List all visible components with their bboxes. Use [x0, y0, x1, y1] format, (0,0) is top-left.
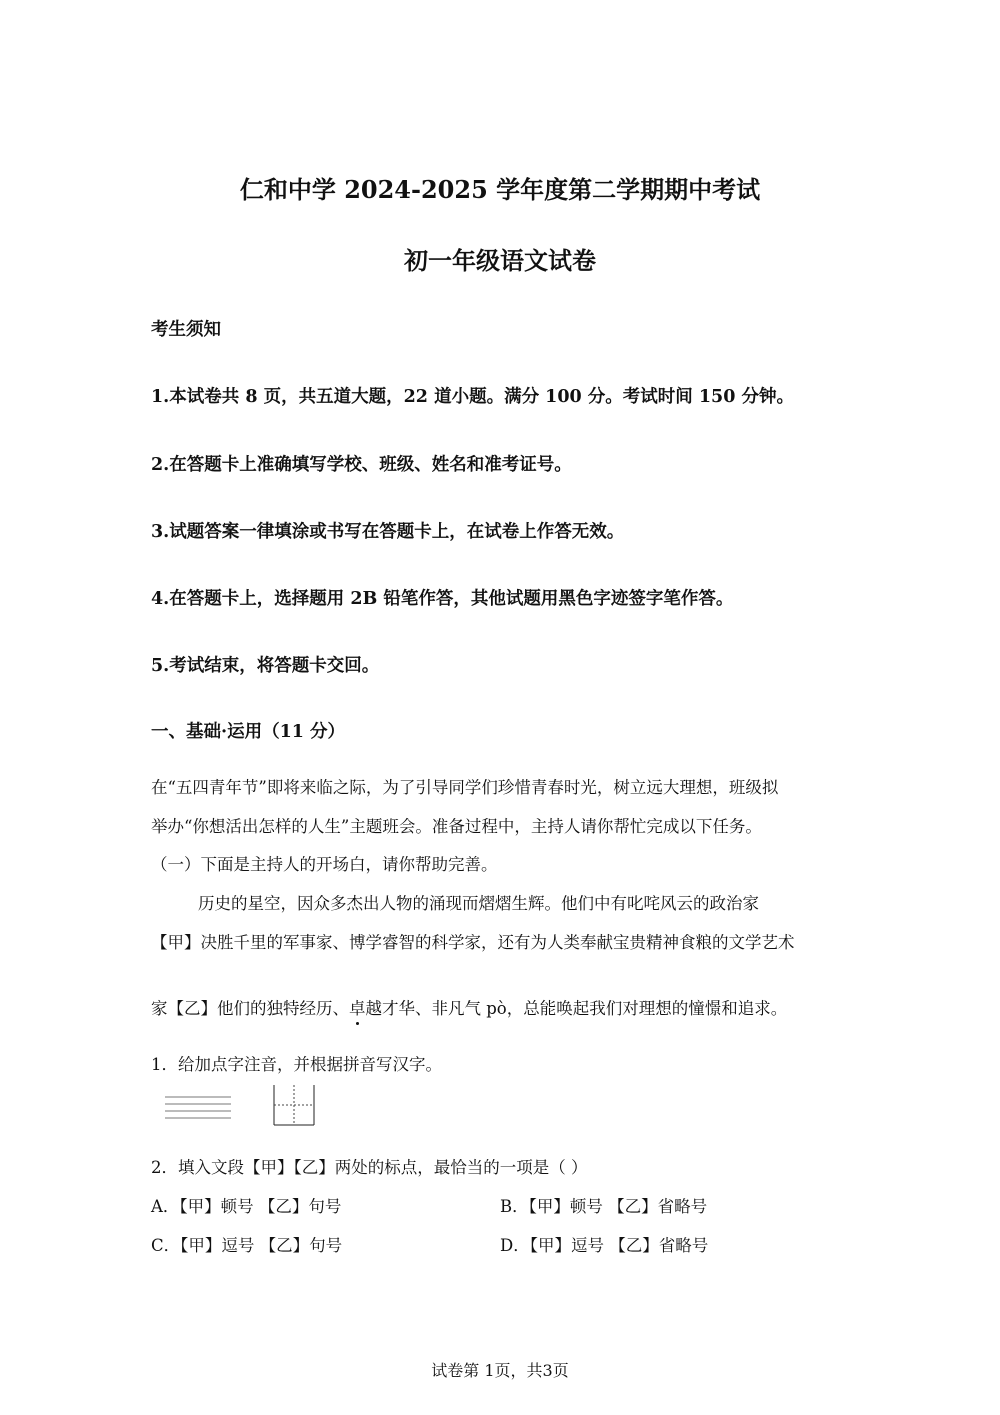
notice-item-1: 1.本试卷共 8 页，共五道大题，22 道小题。满分 100 分。考试时间 150 分钟。	[151, 387, 795, 407]
option-d: D．【甲】逗号 【乙】省略号	[500, 1236, 709, 1255]
dotted-character: 卓	[349, 995, 366, 1019]
four-line-grid-icon	[165, 1095, 231, 1125]
passage-line-3-start: 家【乙】他们的独特经历、	[151, 999, 349, 1018]
passage-line-2: 【甲】决胜千里的军事家、博学睿智的科学家，还有为人类奉献宝贵精神食粮的文学艺术	[151, 933, 795, 952]
question-2-stem: 2．填入文段【甲】【乙】两处的标点，最恰当的一项是（ ）	[151, 1158, 588, 1177]
section-heading: 一、基础·运用（11 分）	[151, 722, 346, 742]
exam-title: 仁和中学 2024-2025 学年度第二学期期中考试	[239, 175, 761, 204]
option-a: A．【甲】顿号 【乙】句号	[151, 1197, 342, 1216]
notice-item-5: 5.考试结束，将答题卡交回。	[151, 656, 380, 676]
passage-line-3	[151, 995, 787, 1019]
intro-line-2: 举办“你想活出怎样的人生”主题班会。准备过程中，主持人请你帮忙完成以下任务。	[151, 817, 762, 836]
notice-item-3: 3.试题答案一律填涂或书写在答题卡上，在试卷上作答无效。	[151, 522, 625, 542]
sub-question-heading: （一）下面是主持人的开场白，请你帮助完善。	[151, 855, 498, 874]
notice-item-4: 4.在答题卡上，选择题用 2B 铅笔作答，其他试题用黑色字迹签字笔作答。	[151, 589, 734, 609]
exam-subtitle: 初一年级语文试卷	[404, 246, 596, 275]
option-c: C．【甲】逗号 【乙】句号	[151, 1236, 343, 1255]
passage-line-3-end: 越才华、非凡气 pò，总能唤起我们对理想的憧憬和追求。	[365, 999, 788, 1018]
notice-item-2: 2.在答题卡上准确填写学校、班级、姓名和准考证号。	[151, 455, 572, 475]
character-writing-box	[272, 1085, 316, 1127]
page-footer: 试卷第 1页，共3页	[431, 1361, 569, 1380]
option-b: B．【甲】顿号 【乙】省略号	[500, 1197, 708, 1216]
tian-grid-icon	[272, 1085, 316, 1127]
pinyin-writing-lines	[165, 1095, 231, 1125]
notice-heading: 考生须知	[151, 320, 221, 340]
question-1-stem: 1．给加点字注音，并根据拼音写汉字。	[151, 1055, 442, 1074]
passage-line-1: 历史的星空，因众多杰出人物的涌现而熠熠生辉。他们中有叱咤风云的政治家	[198, 894, 759, 913]
intro-line-1: 在“五四青年节”即将来临之际，为了引导同学们珍惜青春时光，树立远大理想，班级拟	[151, 778, 779, 797]
